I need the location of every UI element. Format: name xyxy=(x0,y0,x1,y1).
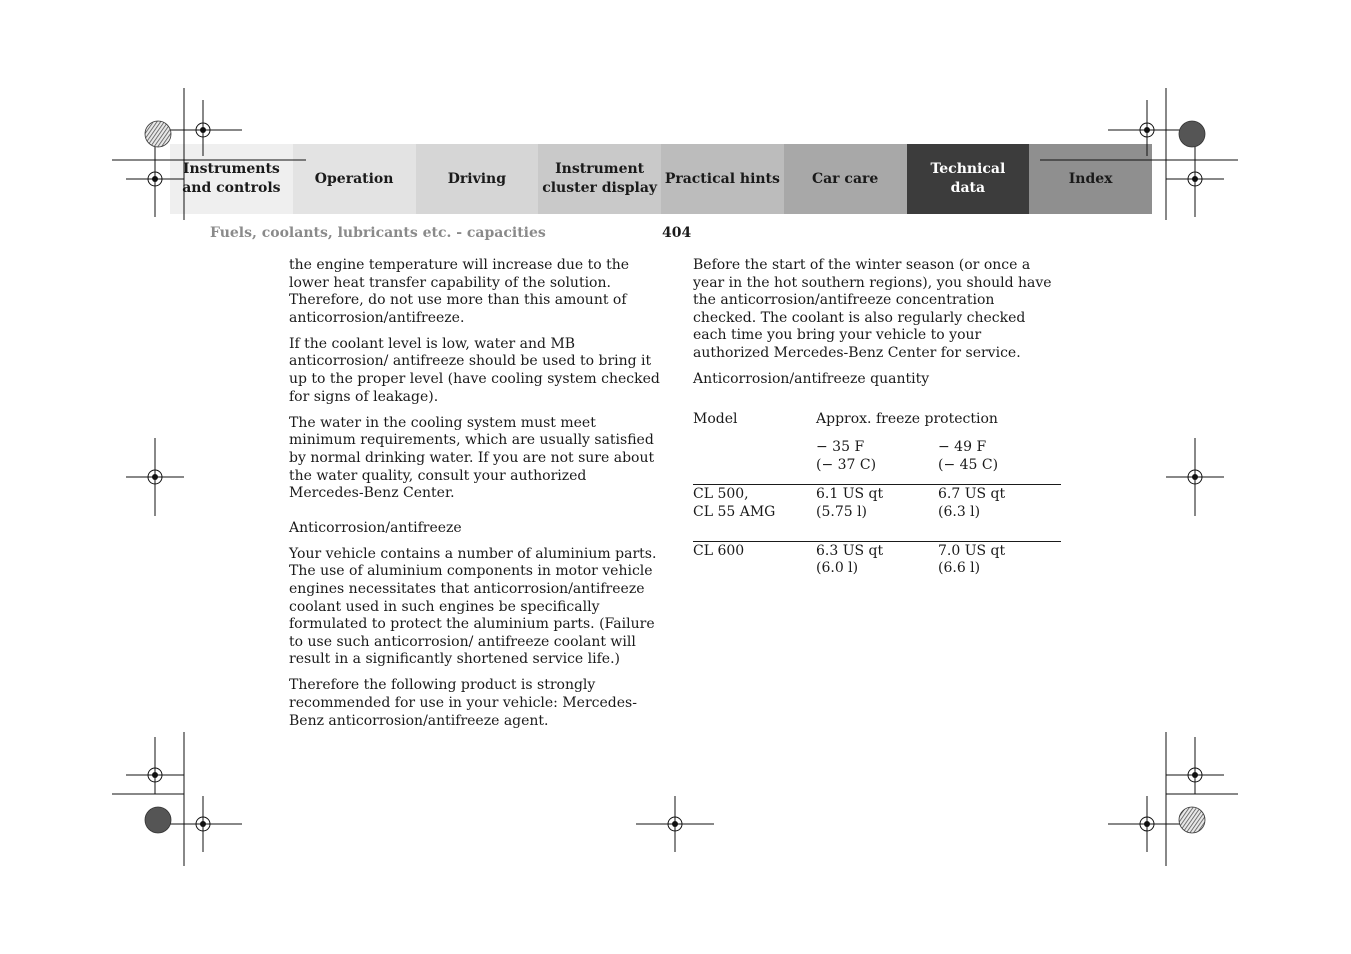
table-row xyxy=(693,541,1061,578)
paragraph: If the coolant level is low, water and MB anticorrosion/ antifreeze should be used to bring it up to the proper level (have cooling system checked for signs of leakage). xyxy=(289,335,660,405)
header-model: Model xyxy=(693,410,738,427)
row-value: 6.1 US qt (5.75 l) xyxy=(816,485,938,541)
temp-column-1: − 35 F (− 37 C) xyxy=(816,439,877,473)
antifreeze-quantity-table xyxy=(693,411,1061,578)
tab-instrument-cluster-display[interactable]: Instrument cluster display xyxy=(538,144,661,214)
header-freeze-protection: Approx. freeze protection xyxy=(816,410,998,427)
table-header-row xyxy=(693,411,1061,440)
row-model: CL 500, CL 55 AMG xyxy=(693,485,816,541)
paragraph: Before the start of the winter season (or once a year in the hot southern regions), you should have the anticorrosion/antifreeze concentration checked. The coolant is also regularly checked each time you bring your vehicle to your authorized Mercedes-Benz Center for service. xyxy=(693,257,1052,361)
temp-column-2: − 49 F (− 45 C) xyxy=(938,439,999,473)
chapter-tab-bar xyxy=(170,144,1180,214)
table-caption: Anticorrosion/antifreeze quantity xyxy=(693,371,930,388)
paragraph: the engine temperature will increase due to the lower heat transfer capability of the solution. Therefore, do not use more than this amount of anticorrosion/antifreeze. xyxy=(289,257,630,326)
row-value: 6.7 US qt (6.3 l) xyxy=(938,485,1061,541)
table-temperature-row xyxy=(693,439,1061,485)
tab-practical-hints[interactable]: Practical hints xyxy=(661,144,784,214)
row-value: 6.3 US qt (6.0 l) xyxy=(816,541,938,578)
right-text-column xyxy=(693,257,1061,578)
row-value: 7.0 US qt (6.6 l) xyxy=(938,541,1061,578)
paragraph: Your vehicle contains a number of aluminium parts. The use of aluminium components in motor vehicle engines necessitates that anticorrosion/antifreeze coolant used in such engines be specifically formulated to protect the aluminium parts. (Failure to use such anticorrosion/ antifreeze coolant will result in a significantly shortened service life.) xyxy=(289,545,657,668)
left-text-column xyxy=(289,257,661,739)
row-model: CL 600 xyxy=(693,541,816,578)
tab-instruments-and-controls[interactable]: Instruments and controls xyxy=(170,144,293,214)
page-number: 404 xyxy=(662,225,692,241)
table-row xyxy=(693,485,1061,541)
subheading: Anticorrosion/antifreeze xyxy=(289,519,462,536)
paragraph: The water in the cooling system must meet minimum requirements, which are usually satisfied by normal drinking water. If you are not sure about the water quality, consult your authorized Mercedes-Benz Center. xyxy=(289,414,655,502)
tab-index[interactable]: Index xyxy=(1029,144,1152,214)
paragraph: Therefore the following product is strongly recommended for use in your vehicle: Mercedes-Benz anticorrosion/antifreeze agent. xyxy=(289,677,637,729)
tab-driving[interactable]: Driving xyxy=(416,144,539,214)
tab-car-care[interactable]: Car care xyxy=(784,144,907,214)
section-title: Fuels, coolants, lubricants etc. - capacities xyxy=(210,225,546,241)
tab-operation[interactable]: Operation xyxy=(293,144,416,214)
tab-technical-data[interactable]: Technical data xyxy=(907,144,1030,214)
